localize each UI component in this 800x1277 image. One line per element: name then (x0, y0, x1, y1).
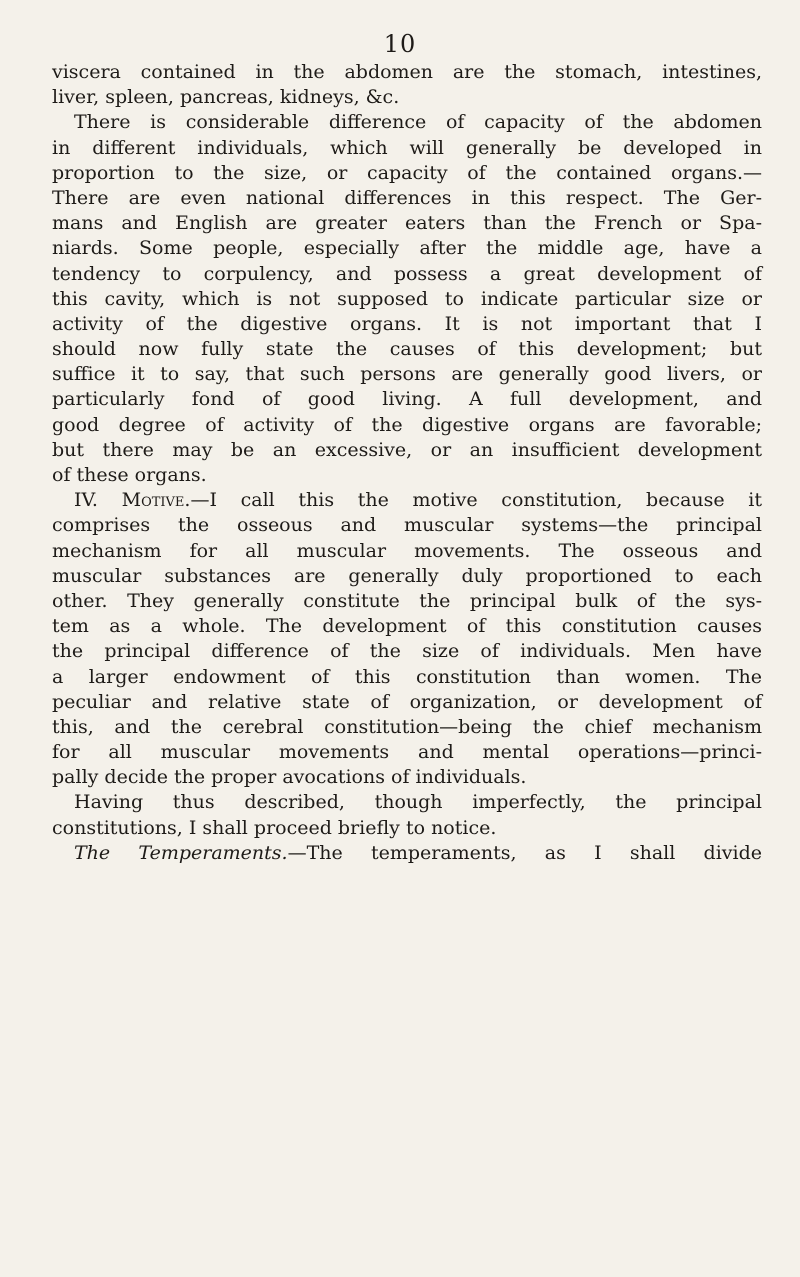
line-text: good degree of activity of the digestive organs are favorable; (52, 413, 762, 436)
text-line (52, 236, 762, 261)
line-text: suffice it to say, that such persons are generally good livers, or (52, 363, 762, 386)
text-line (52, 665, 762, 690)
line-text: comprises the osseous and muscular systems—the principal (52, 514, 762, 537)
line-text: constitutions, I shall proceed briefly to notice. (52, 816, 497, 839)
text-line (52, 362, 762, 387)
line-text: should now fully state the causes of this development; but (52, 338, 762, 361)
text-line (52, 564, 762, 589)
line-text: but there may be an excessive, or an insufficient development (52, 438, 762, 461)
line-text: particularly fond of good living. A full development, and (52, 388, 762, 411)
line-text: peculiar and relative state of organization, or development of (52, 690, 762, 713)
text-line (52, 110, 762, 135)
line-text: liver, spleen, pancreas, kidneys, &c. (52, 86, 400, 109)
section-numeral: IV. (74, 489, 122, 512)
text-line (52, 639, 762, 664)
text-line (52, 211, 762, 236)
text-line (52, 463, 762, 488)
text-line (52, 690, 762, 715)
line-text: a larger endowment of this constitution than women. The (52, 665, 762, 688)
text-line (52, 161, 762, 186)
body-text (52, 60, 762, 866)
line-text: mechanism for all muscular movements. The osseous and (52, 539, 762, 562)
text-line (52, 337, 762, 362)
text-line (52, 60, 762, 85)
text-line (52, 438, 762, 463)
text-line (52, 413, 762, 438)
line-text: Having thus described, though imperfectly, the principal (74, 791, 762, 814)
line-text: tem as a whole. The development of this constitution causes (52, 615, 762, 638)
text-line (52, 614, 762, 639)
text-line (52, 387, 762, 412)
text-line (52, 186, 762, 211)
line-text: pally decide the proper avocations of individuals. (52, 766, 527, 789)
text-line (52, 841, 762, 866)
section-heading: Motive. (121, 489, 191, 512)
text-line (52, 85, 762, 110)
line-text: for all muscular movements and mental operations—princi- (52, 741, 762, 764)
line-text: niards. Some people, especially after the middle age, have a (52, 237, 762, 260)
line-text: activity of the digestive organs. It is not important that I (52, 312, 762, 335)
line-text: —The temperaments, as I shall divide (287, 841, 762, 864)
line-text: other. They generally constitute the principal bulk of the sys- (52, 589, 762, 612)
text-line (52, 740, 762, 765)
line-text: mans and English are greater eaters than the French or Spa- (52, 212, 762, 235)
section-heading: The Temperaments. (74, 841, 288, 864)
text-line (52, 765, 762, 790)
line-text: this, and the cerebral constitution—being the chief mechanism (52, 715, 762, 738)
line-text: tendency to corpulency, and possess a great development of (52, 262, 762, 285)
text-line (52, 816, 762, 841)
text-line (52, 287, 762, 312)
text-line (52, 790, 762, 815)
line-text: proportion to the size, or capacity of the contained organs.— (52, 161, 762, 184)
line-text: this cavity, which is not supposed to indicate particular size or (52, 287, 762, 310)
line-text: in different individuals, which will generally be developed in (52, 136, 762, 159)
line-text: of these organs. (52, 464, 207, 486)
page-number: 10 (383, 30, 417, 58)
text-line (52, 312, 762, 337)
text-line (52, 539, 762, 564)
line-text: There are even national differences in this respect. The Ger- (52, 186, 762, 209)
text-line (52, 589, 762, 614)
line-text: There is considerable difference of capacity of the abdomen (74, 111, 762, 134)
text-line (52, 715, 762, 740)
text-line (52, 136, 762, 161)
text-line (52, 513, 762, 538)
line-text: viscera contained in the abdomen are the stomach, intestines, (52, 61, 762, 83)
text-line (52, 262, 762, 287)
line-text: muscular substances are generally duly proportioned to each (52, 564, 762, 587)
line-text: the principal difference of the size of individuals. Men have (52, 640, 762, 663)
text-line (52, 488, 762, 513)
line-text: —I call this the motive constitution, because it (190, 489, 763, 512)
